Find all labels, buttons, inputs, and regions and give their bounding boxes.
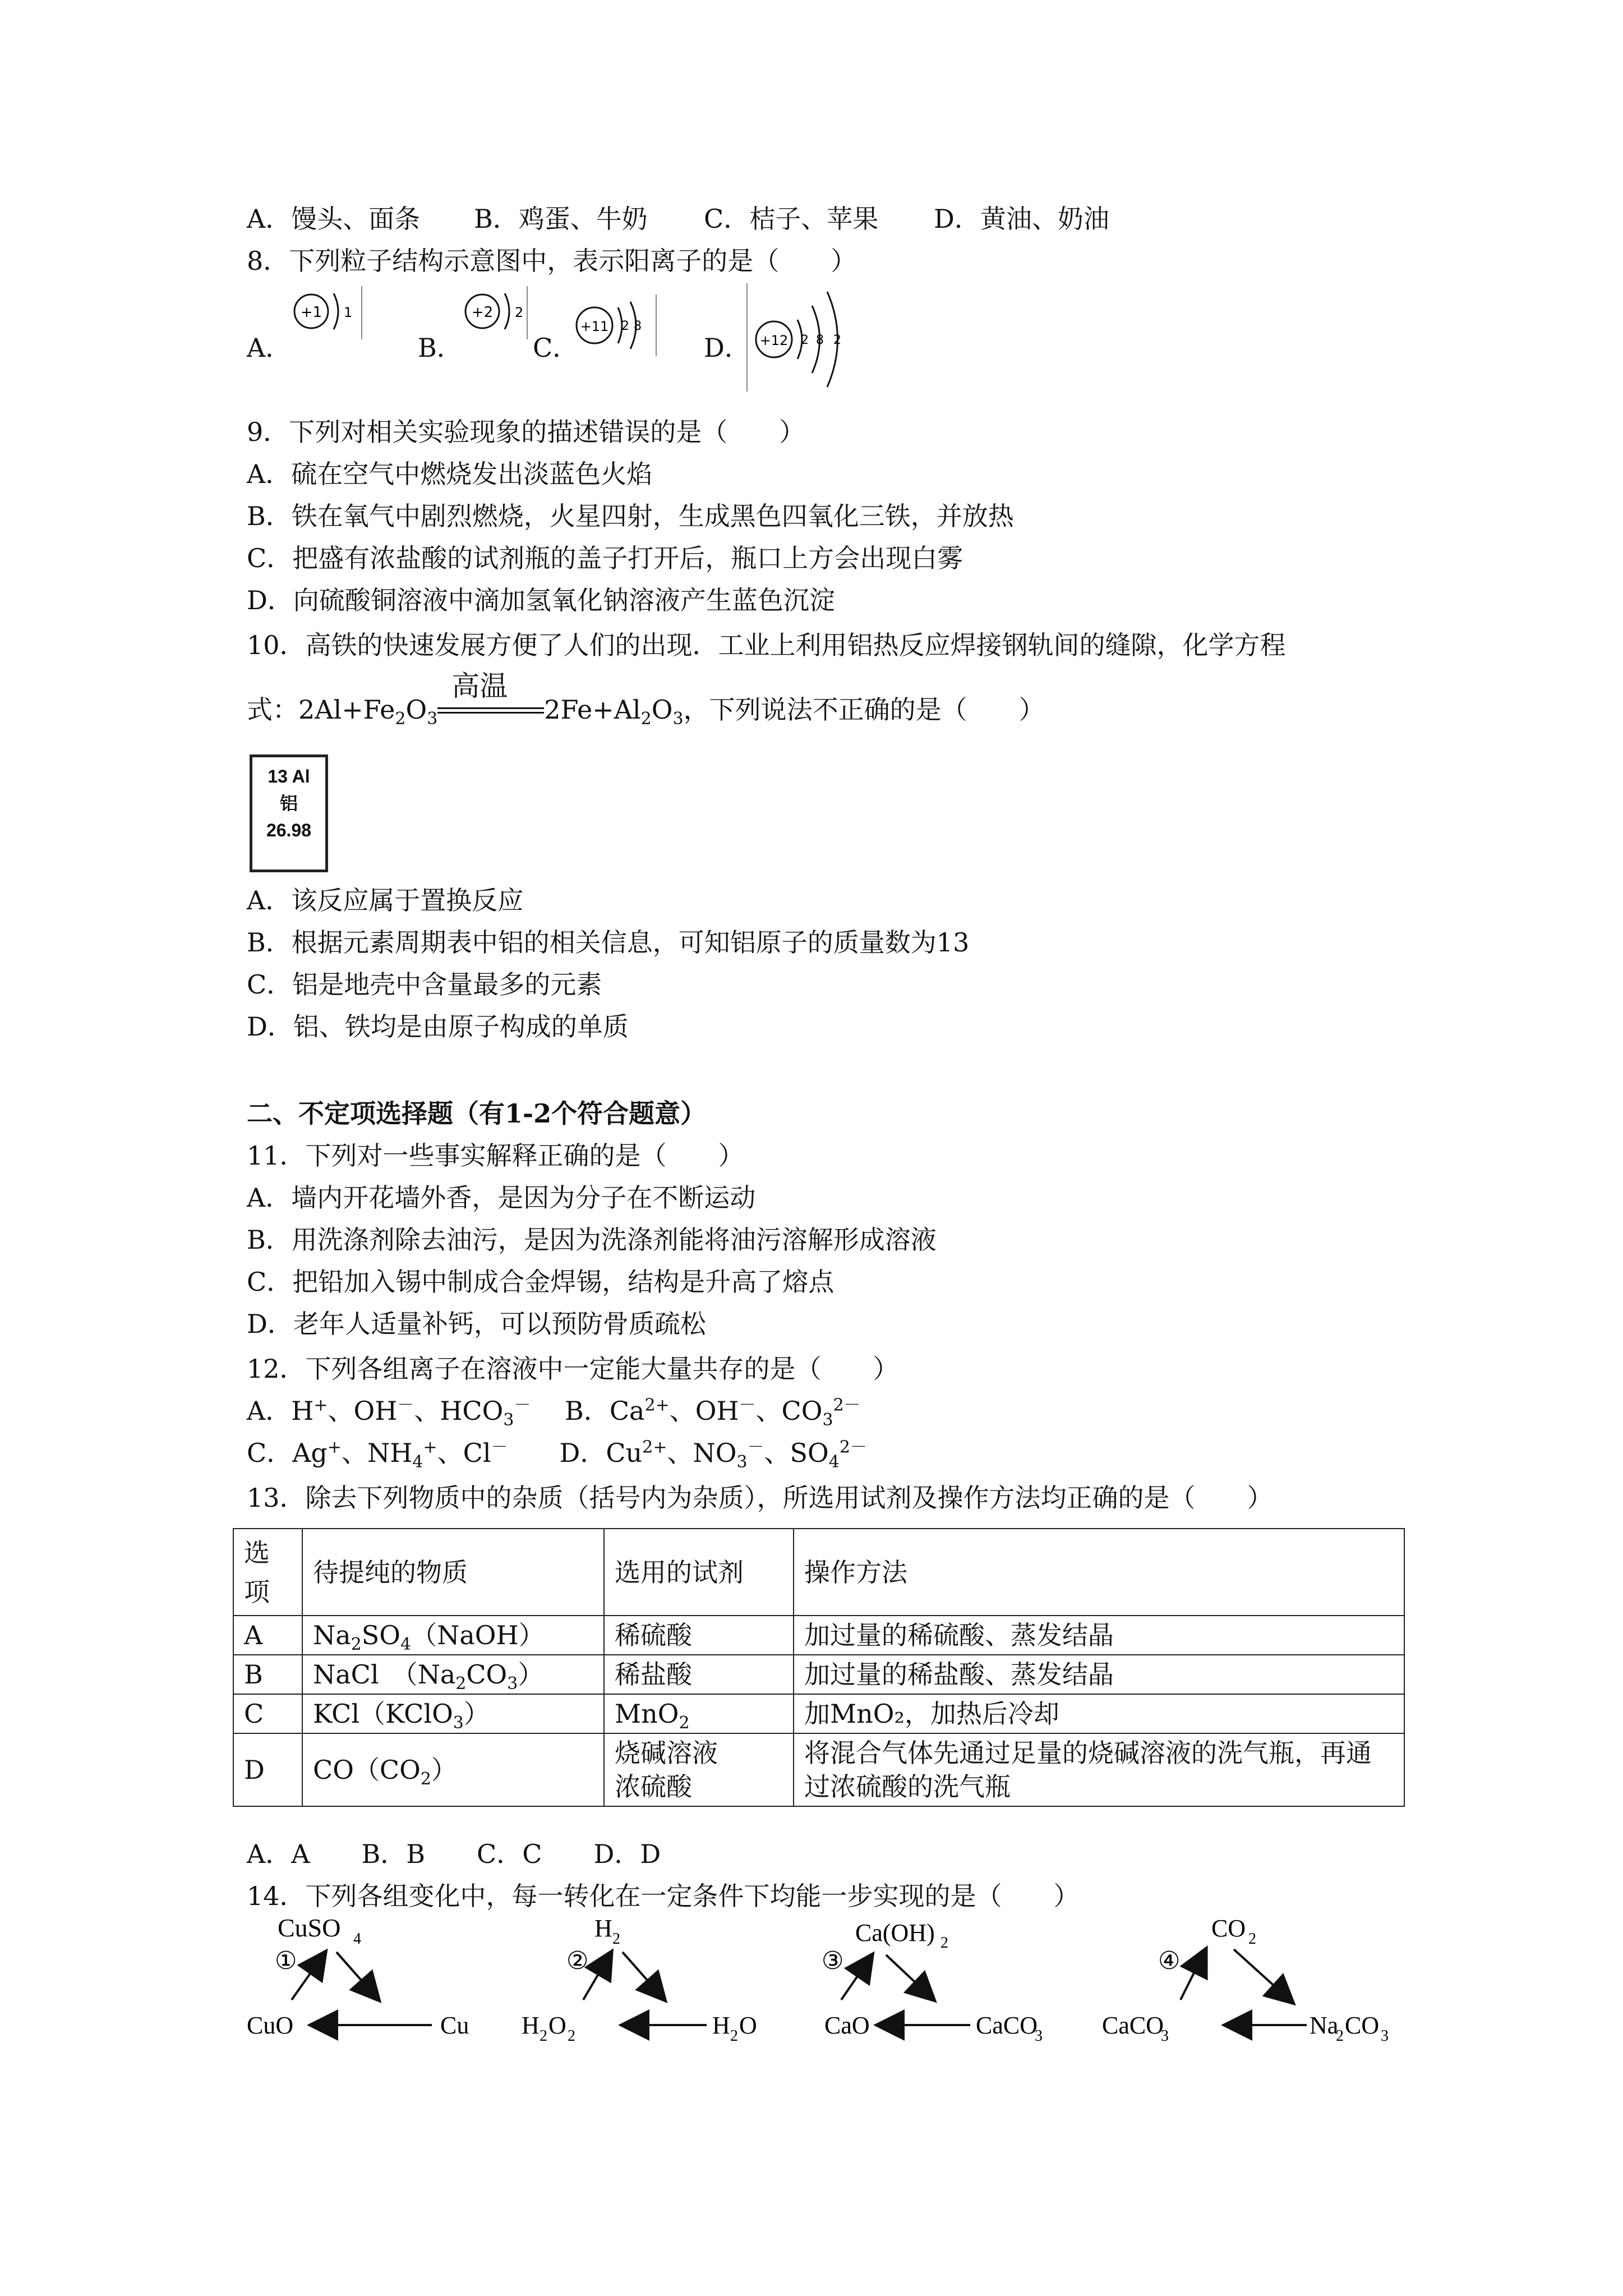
group-1-right: Cu bbox=[440, 2012, 469, 2039]
svg-text:O: O bbox=[739, 2012, 757, 2039]
q7-option-b: B．鸡蛋、牛奶 bbox=[474, 204, 648, 234]
q8-label-a: A． bbox=[247, 333, 292, 363]
group-4-left: CaCO bbox=[1102, 2012, 1164, 2039]
q10-option-d: D．铝、铁均是由原子构成的单质 bbox=[247, 1011, 629, 1042]
table-row bbox=[233, 1616, 1404, 1655]
group-1-top: CuSO bbox=[278, 1913, 341, 1942]
group-2-number: ② bbox=[566, 1947, 589, 1975]
table-row bbox=[233, 1694, 1404, 1733]
group-2-top: H bbox=[594, 1915, 612, 1942]
group-4-top-subscript: 2 bbox=[1248, 1930, 1256, 1948]
row-a-reagent: 稀硫酸 bbox=[604, 1616, 794, 1655]
shell-c-2: 8 bbox=[634, 319, 642, 333]
table-row bbox=[233, 1655, 1404, 1694]
nucleus-d: +12 bbox=[759, 333, 789, 348]
row-c-reagent: MnO$_2$ bbox=[604, 1694, 794, 1733]
element-symbol: Al bbox=[292, 766, 310, 786]
q10-stem-line1: 10．高铁的快速发展方便了人们的出现．工业上利用铝热反应焊接钢轨间的缝隙，化学方程 bbox=[247, 630, 1286, 660]
nucleus-c: +11 bbox=[580, 319, 609, 334]
atom-diagram-a bbox=[289, 283, 367, 345]
row-d-option: D bbox=[233, 1733, 302, 1806]
group-3-left: CaO bbox=[824, 2012, 870, 2039]
group-2-top-subscript: 2 bbox=[612, 1930, 620, 1948]
header-reagent: 选用的试剂 bbox=[604, 1529, 794, 1616]
section-2-title: 二、不定项选择题（有1-2个符合题意） bbox=[247, 1098, 707, 1129]
element-number: 13 bbox=[268, 766, 288, 786]
group-4-right-subscript-1: 2 bbox=[1336, 2027, 1344, 2042]
group-4-top: CO bbox=[1211, 1915, 1246, 1942]
q8-label-b: B． bbox=[418, 333, 463, 363]
conversion-group-4 bbox=[1102, 1915, 1389, 2042]
q9-option-c: C．把盛有浓盐酸的试剂瓶的盖子打开后，瓶口上方会出现白雾 bbox=[247, 543, 963, 573]
row-c-option: C bbox=[233, 1694, 302, 1733]
q8-label-d: D． bbox=[704, 333, 750, 363]
atom-diagram-c bbox=[572, 292, 662, 359]
aluminium-element-card bbox=[250, 754, 328, 872]
atom-diagram-d bbox=[746, 280, 858, 393]
q11-stem: 11．下列对一些事实解释正确的是（ ） bbox=[247, 1140, 744, 1171]
q10-option-a: A．该反应属于置换反应 bbox=[247, 885, 524, 915]
group-2-left: H bbox=[522, 2012, 540, 2039]
element-name: 铝 bbox=[279, 793, 298, 813]
group-2-right-subscript: 2 bbox=[730, 2027, 738, 2042]
header-option: 选项 bbox=[233, 1529, 302, 1616]
group-4-number: ④ bbox=[1158, 1947, 1181, 1975]
q14-conversion-diagrams bbox=[247, 1913, 1413, 2042]
row-b-substance: NaCl $(Na_2CO_3)$ bbox=[302, 1655, 604, 1694]
shell-c-1: 2 bbox=[621, 319, 629, 333]
row-c-substance: KCl（KClO$_3$） bbox=[302, 1694, 604, 1733]
row-a-method: 加过量的稀硫酸、蒸发结晶 bbox=[794, 1616, 1404, 1655]
svg-text:CO: CO bbox=[1345, 2012, 1380, 2039]
shell-d-3: 2 bbox=[833, 333, 841, 347]
group-2-left-subscript-1: 2 bbox=[540, 2027, 547, 2042]
q13-stem: 13．除去下列物质中的杂质（括号内为杂质），所选用试剂及操作方法均正确的是（ ） bbox=[247, 1483, 1273, 1513]
conversion-group-1 bbox=[247, 1913, 469, 2039]
q9-stem: 9．下列对相关实验现象的描述错误的是（ ） bbox=[247, 417, 805, 447]
q8-stem: 8．下列粒子结构示意图中，表示阳离子的是（ ） bbox=[247, 246, 857, 276]
row-a-substance: $Na_2SO_4(NaOH)$ bbox=[302, 1616, 604, 1655]
row-b-option: B bbox=[233, 1655, 302, 1694]
svg-text:O: O bbox=[548, 2012, 566, 2039]
group-3-top: Ca(OH) bbox=[855, 1919, 935, 1947]
q10-stem-line2: 式：$2Al+Fe_2O_3$ 高温 $2Fe+Al_2O_3$，下列说法不正确的是（ ） bbox=[247, 670, 1045, 729]
table-row bbox=[233, 1733, 1404, 1806]
q14-stem: 14．下列各组变化中，每一转化在一定条件下均能一步实现的是（ ） bbox=[247, 1881, 1080, 1911]
conversion-group-2 bbox=[522, 1915, 757, 2042]
table-header-row bbox=[233, 1529, 1404, 1616]
q12-options-ab: A．H+、OH－、$HCO_3^-$ B．$Ca^{2+}$、OH－、$CO_3^{2-}$ bbox=[247, 1395, 861, 1430]
q7-option-a: A．馒头、面条 bbox=[247, 204, 421, 234]
q9-option-d: D．向硫酸铜溶液中滴加氢氧化钠溶液产生蓝色沉淀 bbox=[247, 585, 835, 615]
row-a-option: A bbox=[233, 1616, 302, 1655]
row-b-reagent: 稀盐酸 bbox=[604, 1655, 794, 1694]
group-1-top-subscript: 4 bbox=[353, 1930, 361, 1948]
group-3-number: ③ bbox=[822, 1947, 844, 1975]
group-4-left-subscript: 3 bbox=[1161, 2027, 1169, 2042]
q8-label-c: C． bbox=[533, 333, 579, 363]
group-4-right: Na bbox=[1310, 2012, 1339, 2039]
shell-d-2: 8 bbox=[816, 333, 824, 347]
group-3-top-subscript: 2 bbox=[940, 1934, 948, 1952]
row-d-reagent: 烧碱溶液 浓硫酸 bbox=[604, 1733, 794, 1806]
q10-option-b: B．根据元素周期表中铝的相关信息，可知铝原子的质量数为13 bbox=[247, 927, 970, 958]
row-b-method: 加过量的稀盐酸、蒸发结晶 bbox=[794, 1655, 1404, 1694]
q13-table bbox=[233, 1528, 1405, 1807]
q7-option-c: C．桔子、苹果 bbox=[704, 204, 879, 234]
q10-option-c: C．铝是地壳中含量最多的元素 bbox=[247, 969, 602, 1000]
group-4-right-subscript-2: 3 bbox=[1381, 2027, 1389, 2042]
q10-eq-suffix: ，下列说法不正确的是（ ） bbox=[683, 694, 1045, 725]
nucleus-a: +1 bbox=[300, 304, 322, 321]
group-2-right: H bbox=[712, 2012, 730, 2039]
group-1-number: ① bbox=[275, 1947, 297, 1975]
q12-stem: 12．下列各组离子在溶液中一定能大量共存的是（ ） bbox=[247, 1354, 899, 1384]
row-d-substance: $CO(CO_2)$ bbox=[302, 1733, 604, 1806]
q11-option-b: B．用洗涤剂除去油污，是因为洗涤剂能将油污溶解形成溶液 bbox=[247, 1225, 937, 1255]
group-1-left: CuO bbox=[247, 2012, 294, 2039]
group-3-right: CaCO bbox=[976, 2012, 1038, 2039]
q12-options-cd: C．Ag+、$NH_4^+$、Cl－ D．$Cu^{2+}$、$NO_3^-$、$SO_4^{2-}$ bbox=[247, 1437, 867, 1473]
q7-option-d: D．黄油、奶油 bbox=[934, 204, 1109, 234]
group-3-right-subscript: 3 bbox=[1035, 2027, 1043, 2042]
q11-option-a: A．墙内开花墙外香，是因为分子在不断运动 bbox=[247, 1182, 756, 1213]
conversion-group-3 bbox=[822, 1919, 1043, 2042]
q9-option-a: A．硫在空气中燃烧发出淡蓝色火焰 bbox=[247, 459, 653, 489]
q10-eq-prefix: 式：2Al+Fe bbox=[247, 694, 395, 725]
element-mass: 26.98 bbox=[266, 820, 312, 840]
q9-option-b: B．铁在氧气中剧烈燃烧，火星四射，生成黑色四氧化三铁，并放热 bbox=[247, 501, 1014, 531]
shell-b-1: 2 bbox=[515, 305, 524, 320]
atom-diagram-b bbox=[460, 283, 533, 345]
q10-eq-condition: 高温 bbox=[437, 693, 544, 726]
header-substance: 待提纯的物质 bbox=[302, 1529, 604, 1616]
group-2-left-subscript-2: 2 bbox=[568, 2027, 575, 2042]
shell-d-1: 2 bbox=[801, 333, 809, 347]
q11-option-c: C．把铅加入锡中制成合金焊锡，结构是升高了熔点 bbox=[247, 1267, 834, 1297]
q11-option-d: D．老年人适量补钙，可以预防骨质疏松 bbox=[247, 1309, 706, 1339]
shell-a-1: 1 bbox=[344, 305, 353, 320]
row-d-method: 将混合气体先通过足量的烧碱溶液的洗气瓶，再通过浓硫酸的洗气瓶 bbox=[794, 1733, 1404, 1806]
row-c-method: 加MnO₂，加热后冷却 bbox=[794, 1694, 1404, 1733]
nucleus-b: +2 bbox=[471, 304, 494, 321]
q13-answer-options: A．A B．B C．C D．D bbox=[247, 1839, 661, 1869]
header-method: 操作方法 bbox=[794, 1529, 1404, 1616]
